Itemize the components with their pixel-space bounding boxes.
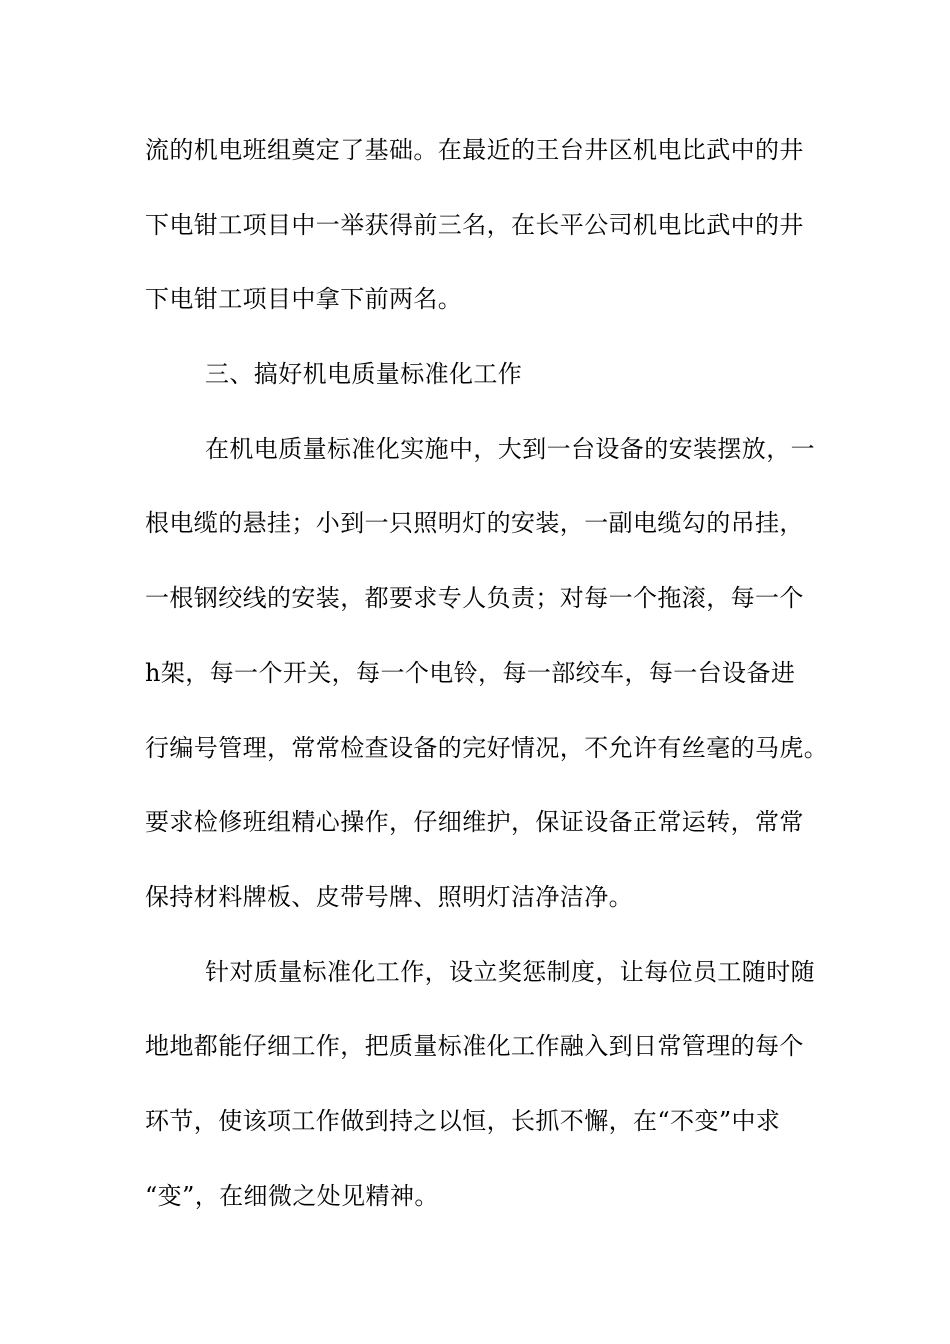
paragraph-line: 根电缆的悬挂；小到一只照明灯的安装，一副电缆勾的吊挂， xyxy=(145,509,804,538)
paragraph-line: 行编号管理，常常检查设备的完好情况，不允许有丝毫的马虎。 xyxy=(145,733,829,762)
paragraph-line: h架，每一个开关，每一个电铃，每一部绞车，每一台设备进 xyxy=(145,658,796,687)
paragraph-line: 一根钢绞线的安装，都要求专人负责；对每一个拖滚，每一个 xyxy=(145,584,804,613)
paragraph-line: 针对质量标准化工作，设立奖惩制度，让每位员工随时随 xyxy=(205,957,815,986)
document-page xyxy=(145,113,829,1233)
paragraph-line: 流的机电班组奠定了基础。在最近的王台井区机电比武中的井 xyxy=(145,136,804,164)
paragraph-line: 保持材料牌板、皮带号牌、照明灯洁净洁净。 xyxy=(145,882,633,911)
paragraph-line: 下电钳工项目中一举获得前三名，在长平公司机电比武中的井 xyxy=(145,210,804,239)
paragraph-line: 环节，使该项工作做到持之以恒，长抓不懈，在“不变”中求 xyxy=(145,1106,781,1135)
paragraph-line: 下电钳工项目中拿下前两名。 xyxy=(145,285,463,314)
paragraph-line: 在机电质量标准化实施中，大到一台设备的安装摆放，一 xyxy=(205,434,815,463)
section-heading: 三、搞好机电质量标准化工作 xyxy=(205,360,523,389)
paragraph-line: 地地都能仔细工作，把质量标准化工作融入到日常管理的每个 xyxy=(145,1032,804,1061)
paragraph-line: “变”，在细微之处见精神。 xyxy=(145,1181,439,1210)
paragraph-line: 要求检修班组精心操作，仔细维护，保证设备正常运转，常常 xyxy=(145,808,804,837)
